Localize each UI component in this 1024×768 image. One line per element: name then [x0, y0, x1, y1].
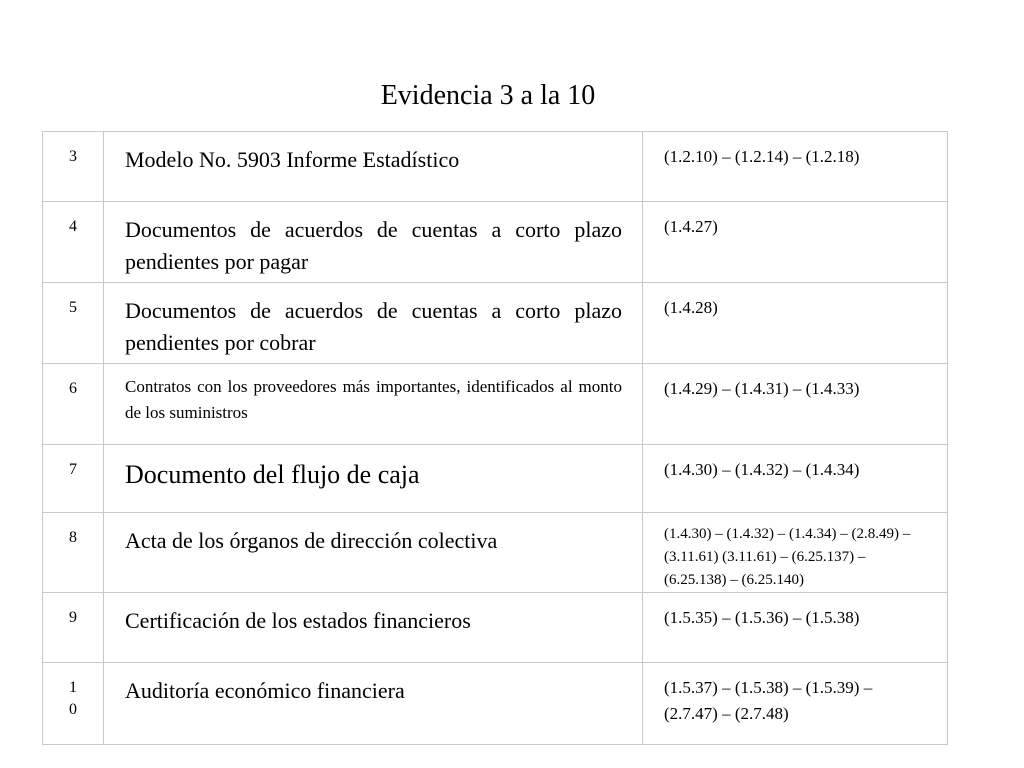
table-row: [43, 202, 948, 283]
row-description: Documento del flujo de caja: [104, 445, 643, 513]
row-number: 4: [43, 202, 104, 283]
table-row: [43, 283, 948, 364]
row-number: 8: [43, 513, 104, 593]
table-row: [43, 132, 948, 202]
row-number: 7: [43, 445, 104, 513]
row-description: Documentos de acuerdos de cuentas a corto plazo pendientes por cobrar: [104, 283, 643, 364]
table-row: [43, 445, 948, 513]
row-reference: (1.5.35) – (1.5.36) – (1.5.38): [643, 593, 948, 663]
table-row: [43, 663, 948, 745]
row-description: Acta de los órganos de dirección colectiva: [104, 513, 643, 593]
row-number: 10: [43, 663, 104, 745]
row-reference: (1.4.28): [643, 283, 948, 364]
page-title: Evidencia 3 a la 10: [380, 80, 596, 111]
row-number: 3: [43, 132, 104, 202]
row-number: 6: [43, 364, 104, 445]
row-number: 5: [43, 283, 104, 364]
table-row: [43, 513, 948, 593]
row-description: Documentos de acuerdos de cuentas a corto plazo pendientes por pagar: [104, 202, 643, 283]
table-row: [43, 593, 948, 663]
row-description: Auditoría económico financiera: [104, 663, 643, 745]
evidence-table: [42, 131, 948, 745]
row-reference: (1.4.27): [643, 202, 948, 283]
row-reference: (1.4.30) – (1.4.32) – (1.4.34): [643, 445, 948, 513]
table-row: [43, 364, 948, 445]
row-reference: (1.4.30) – (1.4.32) – (1.4.34) – (2.8.49) – (3.11.61) (3.11.61) – (6.25.137) – (6.25.138) – (6.25.140): [643, 513, 948, 593]
row-reference: (1.4.29) – (1.4.31) – (1.4.33): [643, 364, 948, 445]
row-description: Certificación de los estados financieros: [104, 593, 643, 663]
row-description: Contratos con los proveedores más importantes, identificados al monto de los suministros: [104, 364, 643, 445]
row-number: 9: [43, 593, 104, 663]
row-reference: (1.5.37) – (1.5.38) – (1.5.39) – (2.7.47) – (2.7.48): [643, 663, 948, 745]
row-reference: (1.2.10) – (1.2.14) – (1.2.18): [643, 132, 948, 202]
row-description: Modelo No. 5903 Informe Estadístico: [104, 132, 643, 202]
